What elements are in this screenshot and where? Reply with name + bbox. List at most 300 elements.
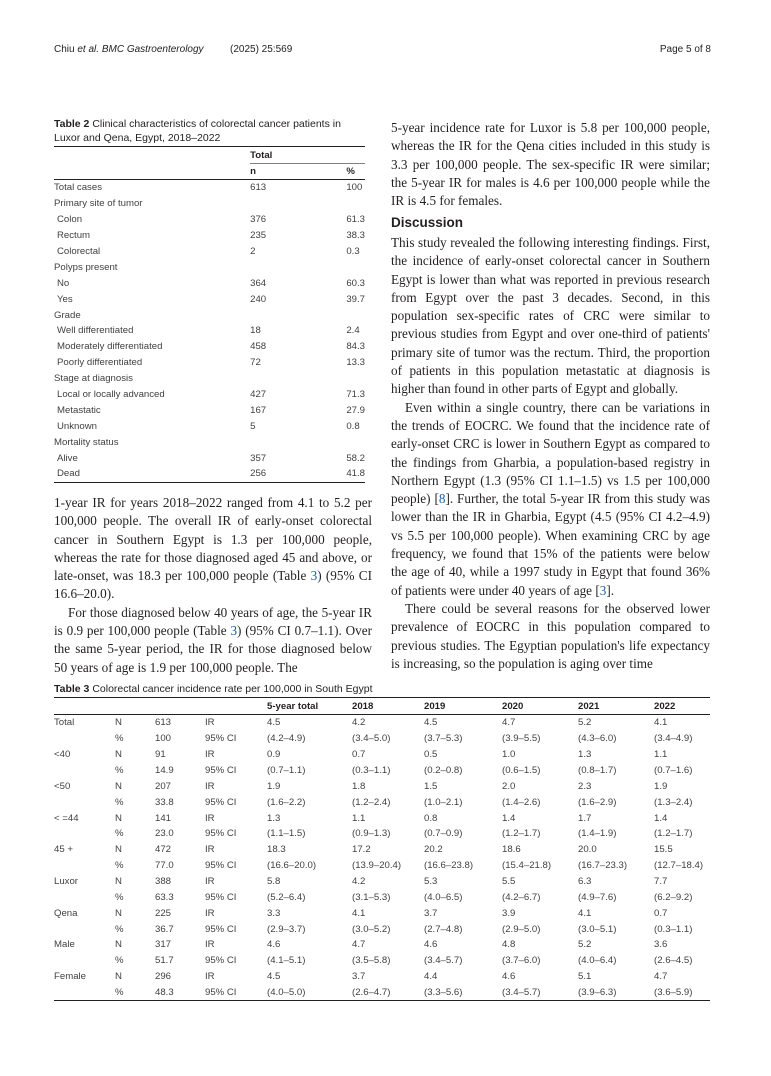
table3-value: 4.4 (424, 971, 438, 983)
table3-value: (1.0–2.1) (424, 796, 463, 808)
table3-value: 1.1 (654, 749, 668, 761)
table3-value: 4.1 (352, 907, 366, 919)
table3-value: 4.2 (352, 876, 366, 888)
table3-measure-label: 95% CI (205, 765, 237, 776)
table2-caption (54, 117, 364, 145)
table3-value: 18.3 (267, 844, 286, 856)
table2-col-pct: % (346, 164, 365, 180)
table2-row (54, 371, 365, 387)
table3-value: (4.2–6.7) (502, 891, 541, 903)
table2-row (54, 434, 365, 450)
paragraph: 5-year incidence rate for Luxor is 5.8 per 100,000 people, whereas the IR for the Qena cities included in this study is 3.3 per 100,000 people. The sex-specific IR were similar; the 5-year IR for males is 4.6 per 100,000 people while the IR is 4.5 for females. (391, 120, 710, 209)
table2-cell-pct: 41.8 (346, 466, 365, 482)
table2-row (54, 196, 365, 212)
table3-value: (4.0–5.0) (267, 985, 352, 1001)
table2-row (54, 339, 365, 355)
table2-row-label: Colon (57, 214, 83, 226)
table3-caption-text: Colorectal cancer incidence rate per 100,000 in South Egypt (92, 683, 373, 695)
table3-value: (13.9–20.4) (352, 860, 402, 872)
table3-count: 317 (155, 939, 172, 951)
paragraph: For those diagnosed below 40 years of age, the 5-year IR is 0.9 per 100,000 people (Table 3) (95% CI 0.7–1.1). Over the same 5-year period, the IR for those diagnosed below 50 years of age is 1.9 per 100,000 people. The (54, 604, 372, 675)
table2-cell-n (250, 434, 346, 450)
table2-cell-n: 167 (250, 404, 267, 416)
table3-measure-label: IR (205, 749, 215, 761)
table2-caption-text: Clinical characteristics of colorectal cancer patients in Luxor and Qena, Egypt, 2018–2022 (54, 118, 341, 144)
table3-stat-label: N (115, 749, 122, 761)
table2-label: Table 2 (54, 118, 90, 130)
header-page-number: Page 5 of 8 (659, 44, 711, 55)
table3-row (54, 826, 710, 842)
table2-cell-pct: 100 (346, 182, 363, 194)
table2-cell-n (250, 307, 346, 323)
table2-cell-n (250, 259, 346, 275)
header-etal: et al. (77, 44, 100, 55)
table3-group-label (54, 826, 115, 842)
table2-row (54, 402, 365, 418)
table3-value: 5.2 (578, 717, 592, 729)
table2-cell-n: 458 (250, 341, 267, 353)
table3-row (54, 731, 710, 747)
table3-count: 23.0 (155, 828, 174, 840)
table3-group-label (54, 921, 115, 937)
table3-value: 1.3 (578, 749, 592, 761)
table2-cell-n: 18 (250, 325, 261, 337)
table3-col-2019: 2019 (424, 698, 502, 715)
table3-value: (2.6–4.5) (654, 955, 693, 967)
table3-group-label (54, 794, 115, 810)
table2-cell-pct: 13.3 (346, 357, 365, 369)
table3-value: 5.8 (267, 876, 281, 888)
table2-cell-n: 427 (250, 389, 267, 401)
table3-value: (3.9–6.3) (578, 985, 654, 1001)
table2-cell-n: 240 (250, 293, 267, 305)
table2-cell-pct: 58.2 (346, 452, 365, 464)
table3-row (54, 778, 710, 794)
table2-row (54, 418, 365, 434)
table3-value: 4.2 (352, 717, 366, 729)
table3-row (54, 985, 710, 1001)
header-journal: BMC Gastroenterology (99, 44, 204, 55)
table2-row (54, 212, 365, 228)
table3-stat-label: % (115, 860, 124, 872)
table3-value: (2.9–3.7) (267, 923, 306, 935)
table3-count: 207 (155, 780, 172, 792)
table3-group-label: <50 (54, 780, 71, 792)
table3-group-label (54, 763, 115, 779)
table3-value: (3.9–5.5) (502, 733, 541, 745)
table3-value: (1.2–1.7) (654, 828, 693, 840)
table3-value: 4.6 (502, 971, 516, 983)
table3-row (54, 794, 710, 810)
table3-row (54, 858, 710, 874)
table2-row-label: Poorly differentiated (57, 357, 143, 369)
table3-count: 48.3 (155, 985, 205, 1001)
table2-cell-n: 235 (250, 230, 267, 242)
table3-group-label: Total (54, 717, 75, 729)
table3-count: 14.9 (155, 765, 174, 776)
table3-value: 4.8 (502, 939, 516, 951)
table3-value: (3.6–5.9) (654, 985, 710, 1001)
table2-row-label: Rectum (57, 230, 91, 242)
section-heading-discussion: Discussion (391, 215, 464, 230)
table3-value: 4.5 (424, 717, 438, 729)
table3-col-2018: 2018 (352, 698, 424, 715)
table3-group-label: <40 (54, 749, 71, 761)
table3-value: (3.0–5.2) (352, 923, 391, 935)
table3-value: (16.6–20.0) (267, 860, 317, 872)
table2-cell-pct (346, 307, 365, 323)
table3-value: (12.7–18.4) (654, 860, 704, 872)
table3-value: 0.9 (267, 749, 281, 761)
table3-value: 20.0 (578, 844, 597, 856)
table2-row (54, 259, 365, 275)
table2-row-label: Unknown (57, 420, 97, 432)
table3-row (54, 842, 710, 858)
table2-cell-n: 5 (250, 420, 256, 432)
table3-row (54, 810, 710, 826)
table3-value: 1.5 (424, 780, 438, 792)
table3-stat-label: N (115, 717, 122, 729)
table3-count: 100 (155, 733, 172, 745)
table3-value: 7.7 (654, 876, 668, 888)
table3-count: 388 (155, 876, 172, 888)
table3-value: (1.1–1.5) (267, 828, 306, 840)
table3-measure-label: IR (205, 907, 215, 919)
table3-value: (1.2–1.7) (502, 828, 541, 840)
header-year-volume: (2025) 25:569 (230, 44, 293, 55)
table3-value: 3.6 (654, 939, 668, 951)
table3-count: 33.8 (155, 796, 174, 808)
table3-value: (6.2–9.2) (654, 891, 693, 903)
table3-value: 17.2 (352, 844, 371, 856)
paragraph: Even within a single country, there can be variations in the trends of EOCRC. We found that the incidence rate of early-onset CRC is lower in Southern Egypt as compared to the findings from Gharbia, a population-based registry in Northern Egypt (1.3 (95% CI 1.1–1.5) vs 1.5 per 100,000 people) [8]. Further, the total 5-year IR from this study was lower than the IR in Gharbia, Egypt (4.5 (95% CI 4.2–4.9) vs 5.5 per 100,000 people). When examining CRC by age frequency, we found that 15% of the patients were below the age of 40, while a 1997 study in Egypt that found 36% of patients were under 40 years of age [3]. (391, 399, 711, 598)
table3-value: (1.6–2.9) (578, 796, 617, 808)
table2-row-label: Primary site of tumor (54, 198, 143, 210)
table2-cell-pct: 61.3 (346, 214, 365, 226)
table3-header-row (54, 698, 710, 715)
table3-value: 3.9 (502, 907, 516, 919)
table2-row-label: Mortality status (54, 436, 119, 448)
table3-value: (0.7–1.6) (654, 765, 693, 776)
table3-value: 4.7 (502, 717, 516, 729)
table3-stat-label: % (115, 955, 124, 967)
table3-value: 1.8 (352, 780, 366, 792)
table2-row (54, 307, 365, 323)
table2-row-label: Alive (57, 452, 78, 464)
table3-value: 4.7 (654, 971, 668, 983)
table3-count: 77.0 (155, 860, 174, 872)
table3-stat-label: N (115, 812, 122, 824)
table2-row-label: Moderately differentiated (57, 341, 163, 353)
table3-value: (1.2–2.4) (352, 796, 391, 808)
table2 (54, 146, 365, 483)
table3-stat-label: % (115, 828, 124, 840)
table3-value: 2.0 (502, 780, 516, 792)
table3-value: 1.0 (502, 749, 516, 761)
table3-row (54, 937, 710, 953)
table3-value: (3.7–6.0) (502, 955, 541, 967)
table3-measure-label: 95% CI (205, 796, 237, 808)
table2-cell-pct: 27.9 (346, 404, 365, 416)
header-author: Chiu (54, 44, 78, 55)
table3-value: 0.8 (424, 812, 438, 824)
table3-count: 472 (155, 844, 172, 856)
table3-measure-label: 95% CI (205, 891, 237, 903)
table3-value: 4.7 (352, 939, 366, 951)
table3-value: 1.3 (267, 812, 281, 824)
table3-measure-label: 95% CI (205, 733, 237, 745)
table3-value: 4.6 (424, 939, 438, 951)
table2-row (54, 275, 365, 291)
table3-count: 141 (155, 812, 172, 824)
table3-value: (5.2–6.4) (267, 891, 306, 903)
table2-row-label: No (57, 277, 70, 289)
table3-row (54, 953, 710, 969)
table3-value: 1.9 (654, 780, 668, 792)
table3-group-label: 45 + (54, 844, 73, 856)
table3-value: (4.0–6.4) (578, 955, 617, 967)
table3-count: 36.7 (155, 923, 174, 935)
table3-stat-label: % (115, 765, 124, 776)
table3-stat-label: N (115, 780, 122, 792)
right-column-text-top (391, 119, 710, 210)
table3-measure-label: IR (205, 717, 215, 729)
table3-value: 20.2 (424, 844, 443, 856)
table3-group-label: Male (54, 939, 75, 951)
table3-measure-label: 95% CI (205, 860, 237, 872)
table3-row (54, 747, 710, 763)
table3-row (54, 889, 710, 905)
table3-count: 63.3 (155, 891, 174, 903)
citation-link[interactable]: 3 (599, 582, 607, 598)
table2-row (54, 387, 365, 403)
table3-value: 4.5 (267, 971, 281, 983)
table2-row (54, 355, 365, 371)
table2-cell-pct: 0.3 (346, 246, 360, 257)
table3-value: 5.1 (578, 971, 592, 983)
table3-group-label (54, 889, 115, 905)
table3-row (54, 715, 710, 731)
table3-row (54, 921, 710, 937)
table3-value: 0.7 (654, 907, 668, 919)
table3-value: 0.5 (424, 749, 438, 761)
table3-measure-label: IR (205, 971, 215, 983)
table3-value: (1.6–2.2) (267, 796, 306, 808)
table3-count: 225 (155, 907, 172, 919)
table2-cell-pct: 38.3 (346, 230, 365, 242)
table3-measure-label: IR (205, 844, 215, 856)
table2-row-label: Dead (54, 466, 250, 482)
table3-count: 91 (155, 749, 166, 761)
table3-stat-label: % (115, 733, 124, 745)
table2-cell-pct: 39.7 (346, 293, 365, 305)
table3-stat-label: N (115, 907, 122, 919)
table2-row-label: Stage at diagnosis (54, 373, 133, 385)
table3-value: (4.1–5.1) (267, 955, 306, 967)
table3-value: (2.7–4.8) (424, 923, 463, 935)
table3-measure-label: 95% CI (205, 923, 237, 935)
table3-col-2022: 2022 (654, 698, 710, 715)
table3-stat-label: % (115, 923, 124, 935)
table3-row (54, 905, 710, 921)
table2-cell-pct (346, 259, 365, 275)
table3-value: (3.7–5.3) (424, 733, 463, 745)
table3-value: 5.2 (578, 939, 592, 951)
table3-col-2021: 2021 (578, 698, 654, 715)
table2-row-label: Local or locally advanced (57, 389, 165, 401)
table3-measure-label: 95% CI (205, 985, 267, 1001)
table2-cell-pct: 71.3 (346, 389, 365, 401)
table3-value: (3.4–5.0) (352, 733, 391, 745)
table2-cell-n: 364 (250, 277, 267, 289)
table3-measure-label: 95% CI (205, 955, 237, 967)
table3-stat-label: % (115, 985, 155, 1001)
table3-value: (3.0–5.1) (578, 923, 617, 935)
table3-stat-label: N (115, 844, 122, 856)
table3-group-label: < =44 (54, 812, 79, 824)
table3-value: (4.0–6.5) (424, 891, 463, 903)
table2-cell-pct: 60.3 (346, 277, 365, 289)
table3-value: 4.6 (267, 939, 281, 951)
table3-value: (16.7–23.3) (578, 860, 628, 872)
table2-row (54, 244, 365, 260)
table3-col-5year: 5-year total (267, 698, 352, 715)
right-column-discussion (391, 234, 710, 673)
table3-value: (0.6–1.5) (502, 765, 541, 776)
paragraph: 1-year IR for years 2018–2022 ranged from 4.1 to 5.2 per 100,000 people. The overall IR of early-onset colorectal cancer in Southern Egypt is 1.3 per 100,000 people, whereas the rate for those diagnosed aged 45 and above, or late-onset, was 18.3 per 100,000 people (Table 3) (95% CI 16.6–20.0). (54, 495, 372, 602)
table3-value: (0.7–1.1) (267, 765, 306, 776)
table3 (54, 697, 710, 1001)
citation-link[interactable]: 8 (438, 491, 446, 507)
table3-value: (3.3–5.6) (424, 985, 502, 1001)
table3-count: 613 (155, 717, 172, 729)
table3-value: 1.4 (654, 812, 668, 824)
table3-value: 4.1 (654, 717, 668, 729)
table3-value: (2.9–5.0) (502, 923, 541, 935)
table2-group-header: Total (250, 147, 365, 164)
table3-group-label: Female (54, 971, 86, 983)
table2-cell-n: 357 (250, 452, 267, 464)
paragraph: This study revealed the following interesting findings. First, the incidence of early-onset colorectal cancer in Southern Egypt is lower than what was reported in previous research from Egypt over the past 3 decades. Second, in this population sex-specific rates of CRC were similar to previous studies from Egypt and over one-third of patients' primary site of tumor was the rectum. Third, the proportion of patients in this population metastatic at diagnosis is higher than found in other parts of Egypt and globally. (391, 235, 710, 397)
table2-cell-n (250, 371, 346, 387)
table3-stat-label: N (115, 971, 122, 983)
table3-value: 4.5 (267, 717, 281, 729)
table3-group-label (54, 731, 115, 747)
table2-row (54, 228, 365, 244)
table3-group-label (54, 953, 115, 969)
table2-row-label: Yes (57, 293, 73, 305)
table3-value: 4.1 (578, 907, 592, 919)
table3-group-label (54, 985, 115, 1001)
table3-value: 0.7 (352, 749, 366, 761)
table2-cell-n: 376 (250, 214, 267, 226)
table3-value: 1.7 (578, 812, 592, 824)
table2-cell-pct (346, 434, 365, 450)
table2-cell-pct (346, 196, 365, 212)
table2-row-label: Well differentiated (57, 325, 134, 337)
table3-value: 3.7 (424, 907, 438, 919)
table2-col-n: n (250, 164, 346, 180)
table3-measure-label: IR (205, 812, 215, 824)
table3-stat-label: N (115, 939, 122, 951)
table2-row-label: Total cases (54, 182, 102, 194)
table3-value: 1.1 (352, 812, 366, 824)
table3-value: 18.6 (502, 844, 521, 856)
table3-value: (2.6–4.7) (352, 985, 424, 1001)
table2-row (54, 291, 365, 307)
running-header-citation (54, 44, 204, 55)
table2-cell-pct (346, 371, 365, 387)
table3-value: (0.2–0.8) (424, 765, 463, 776)
table2-row-label: Grade (54, 309, 81, 321)
table3-row (54, 763, 710, 779)
table3-value: (1.4–1.9) (578, 828, 617, 840)
table3-value: (3.4–5.7) (424, 955, 463, 967)
table3-count: 51.7 (155, 955, 174, 967)
table3-measure-label: IR (205, 876, 215, 888)
table3-value: (16.6–23.8) (424, 860, 474, 872)
table2-row (54, 323, 365, 339)
table3-value: 3.3 (267, 907, 281, 919)
table3-value: 3.7 (352, 971, 366, 983)
table3-stat-label: % (115, 891, 124, 903)
table2-cell-n: 72 (250, 357, 261, 369)
table2-cell-n: 2 (250, 246, 256, 257)
table3-value: (0.9–1.3) (352, 828, 391, 840)
table2-cell-n: 613 (250, 182, 267, 194)
table2-cell-pct: 0.8 (346, 420, 360, 432)
table3-value: (4.9–7.6) (578, 891, 617, 903)
table3-measure-label: 95% CI (205, 828, 237, 840)
table3-stat-label: % (115, 796, 124, 808)
table2-row (54, 466, 365, 482)
left-column-text (54, 494, 372, 677)
table3-row (54, 874, 710, 890)
table2-group-header-row (54, 147, 365, 164)
table3-stat-label: N (115, 876, 122, 888)
table2-row-label: Polyps present (54, 261, 118, 273)
table3-value: (0.8–1.7) (578, 765, 617, 776)
table3-group-label: Luxor (54, 876, 78, 888)
table3-value: (1.4–2.6) (502, 796, 541, 808)
table3-value: 5.3 (424, 876, 438, 888)
table3-value: (4.3–6.0) (578, 733, 617, 745)
table-ref-link[interactable]: 3 (230, 623, 238, 639)
table3-value: (0.3–1.1) (352, 765, 391, 776)
table3-measure-label: IR (205, 939, 215, 951)
table3-value: (3.1–5.3) (352, 891, 391, 903)
table2-row (54, 450, 365, 466)
table3-value: (0.3–1.1) (654, 923, 693, 935)
table3-value: (1.3–2.4) (654, 796, 693, 808)
table2-row-label: Colorectal (57, 246, 101, 257)
table3-value: 1.4 (502, 812, 516, 824)
table3-measure-label: IR (205, 780, 215, 792)
table3-group-label (54, 858, 115, 874)
table3-group-label: Qena (54, 907, 78, 919)
table2-row-label: Metastatic (57, 404, 101, 416)
table2-row (54, 180, 365, 196)
table2-cell-pct: 84.3 (346, 341, 365, 353)
table2-cell-n (250, 196, 346, 212)
table-ref-link[interactable]: 3 (310, 568, 318, 584)
table3-value: (4.2–4.9) (267, 733, 306, 745)
table3-caption (54, 682, 654, 696)
table3-value: 15.5 (654, 844, 673, 856)
table3-value: (15.4–21.8) (502, 860, 552, 872)
paragraph: There could be several reasons for the observed lower prevalence of EOCRC in this population compared to previous studies. The Egyptian population's life expectancy is increasing, so the population is aging over time (391, 600, 710, 671)
table2-column-header-row (54, 164, 365, 180)
